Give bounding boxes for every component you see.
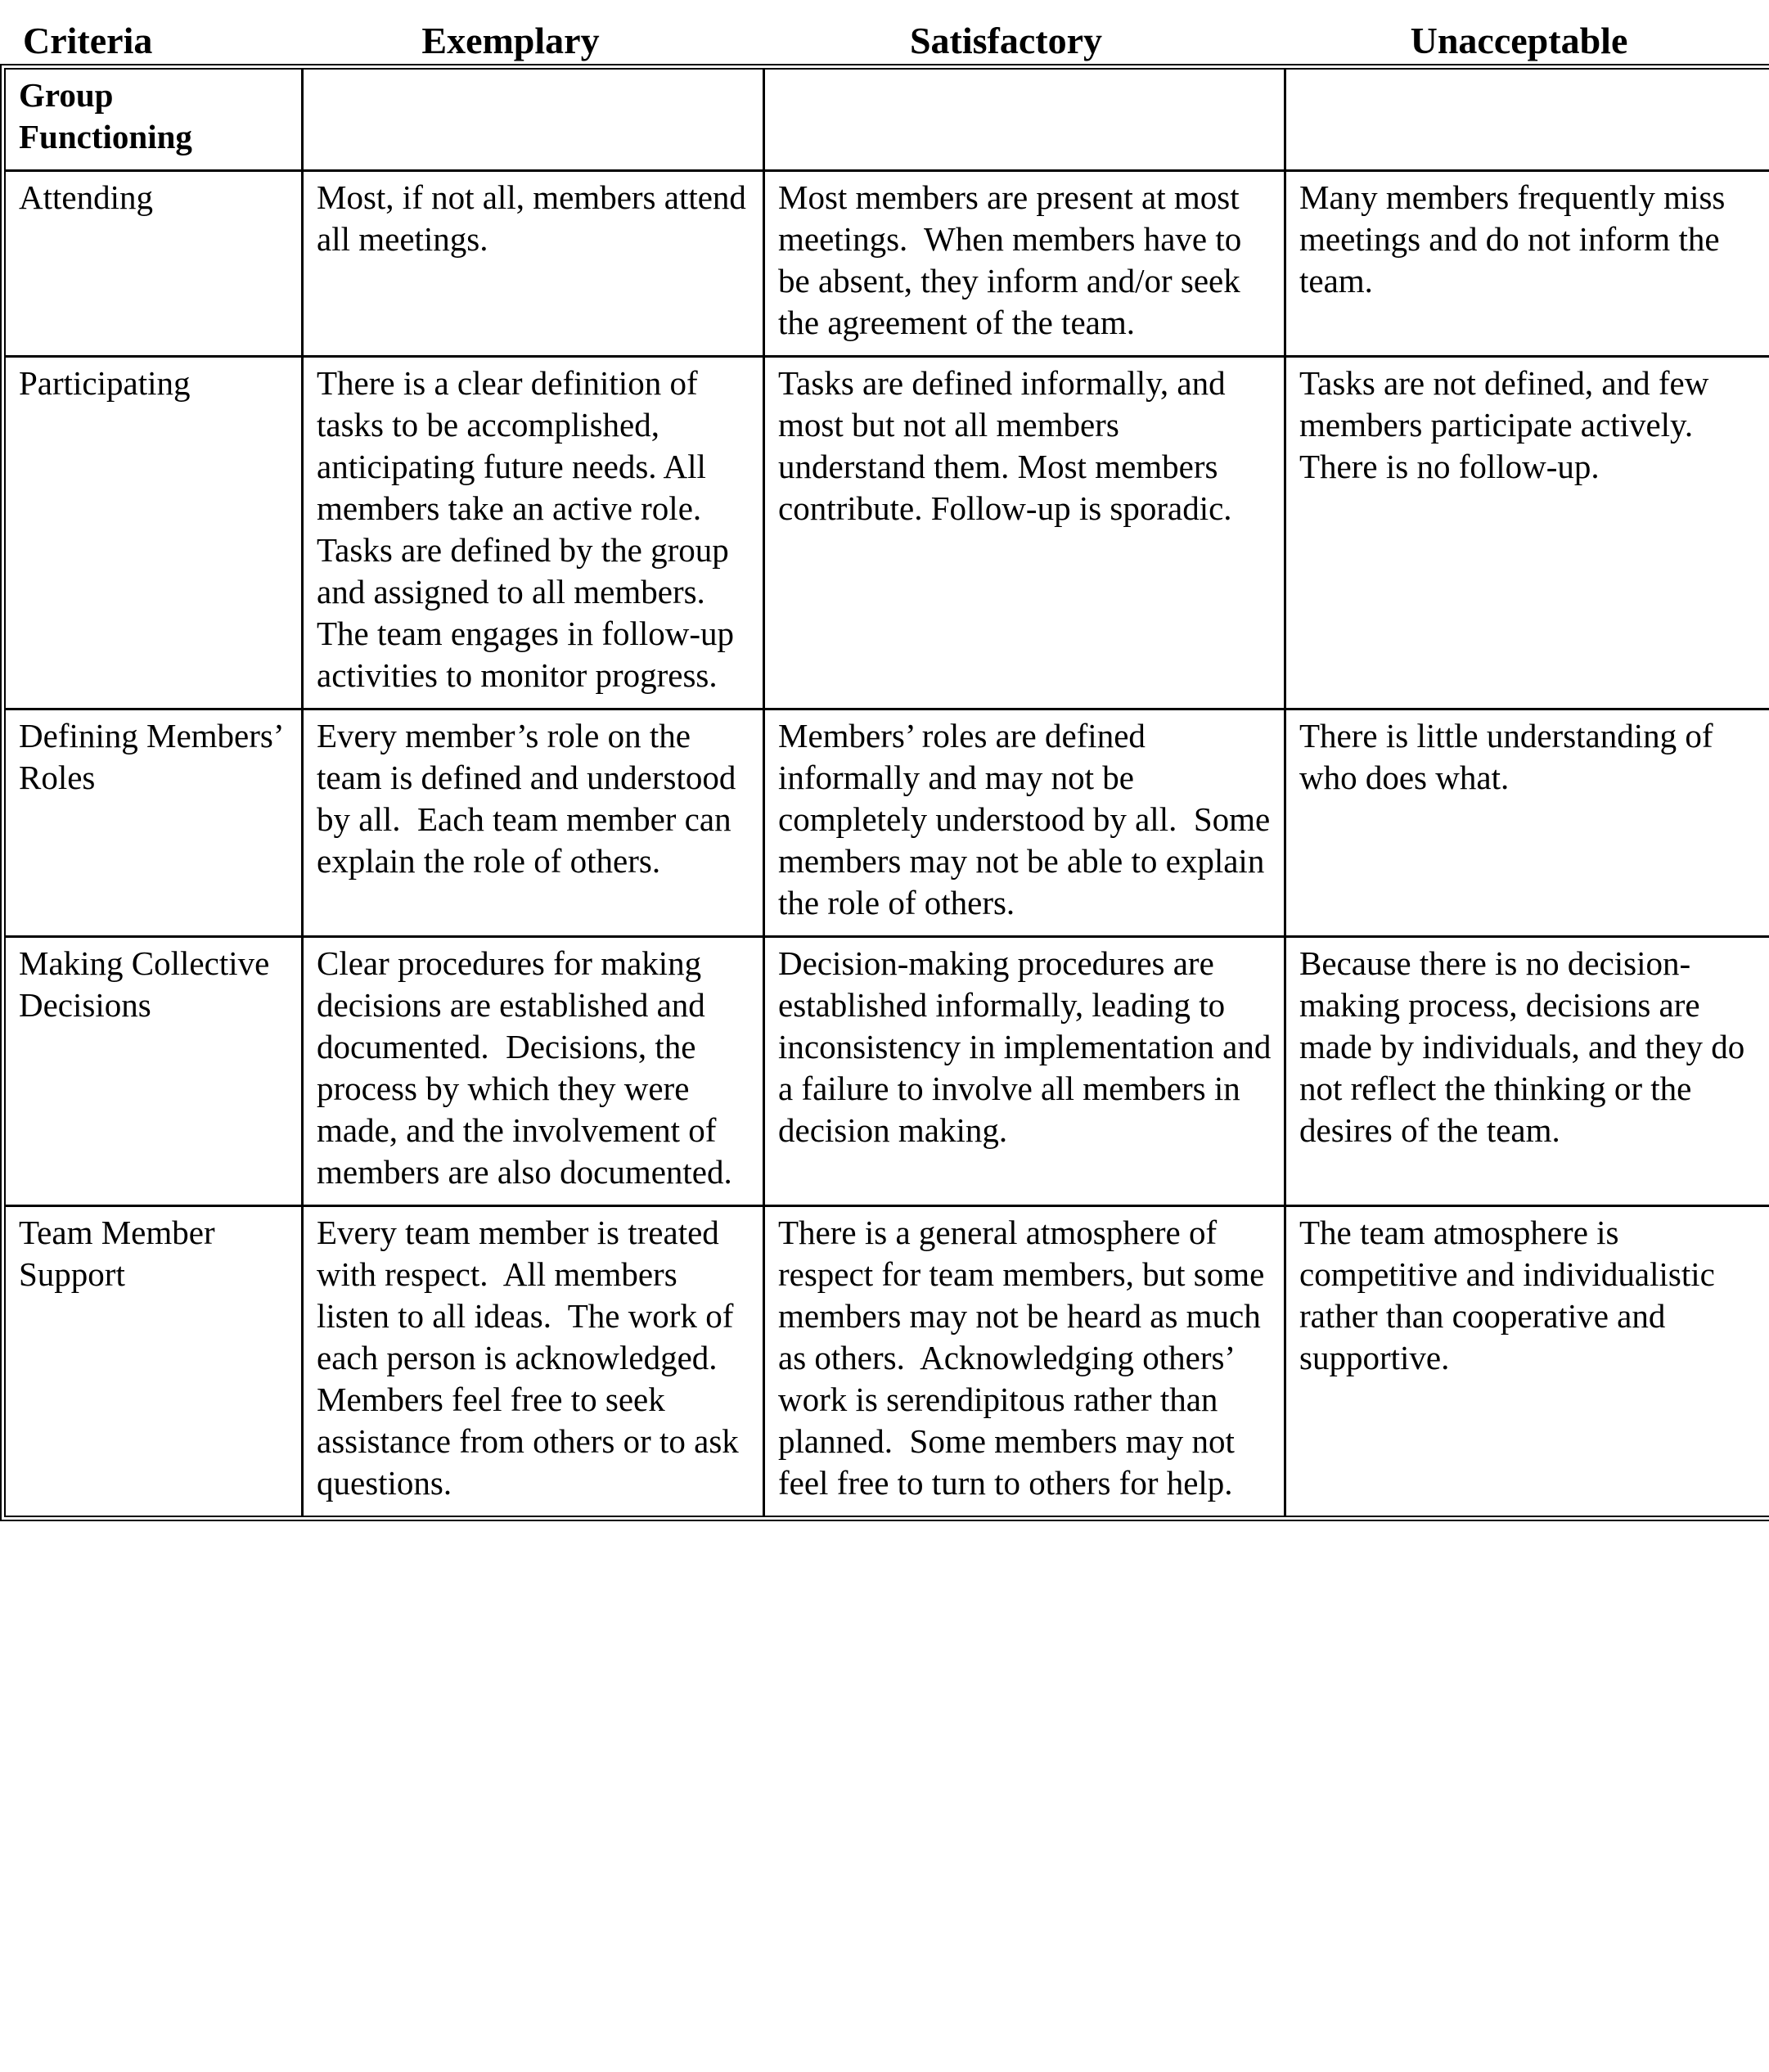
exemplary-cell xyxy=(304,172,765,358)
unacceptable-cell xyxy=(1286,1207,1769,1516)
criteria-label: Team Member Support xyxy=(19,1214,215,1293)
satisfactory-cell xyxy=(765,938,1286,1207)
satisfactory-text: Members’ roles are defined informally and may not be completely understood by all. Some members may not be able to explain the role of others. xyxy=(778,717,1279,921)
satisfactory-cell xyxy=(765,710,1286,938)
unacceptable-text: There is little understanding of who does what. xyxy=(1299,717,1722,796)
satisfactory-cell xyxy=(765,1207,1286,1516)
criteria-cell xyxy=(6,358,304,710)
criteria-cell xyxy=(6,710,304,938)
exemplary-cell xyxy=(304,710,765,938)
satisfactory-text: There is a general atmosphere of respect for team members, but some members may not be heard as much as others. Acknowledging others’ work is serendipitous rather than planned. Some members may not feel free to turn to others for help. xyxy=(778,1214,1273,1502)
table-row xyxy=(6,172,1769,358)
exemplary-text: Most, if not all, members attend all meetings. xyxy=(317,178,755,258)
exemplary-text: Clear procedures for making decisions are established and documented. Decisions, the process by which they were made, and the involvement of members are also documented. xyxy=(317,944,732,1191)
unacceptable-text: Because there is no decision-making process, decisions are made by individuals, and they do not reflect the thinking or the desires of the team. xyxy=(1299,944,1753,1149)
section-heading-satisfactory-cell xyxy=(765,70,1286,172)
table-row-section-heading xyxy=(6,70,1769,172)
unacceptable-text: The team atmosphere is competitive and individualistic rather than cooperative and supportive. xyxy=(1299,1214,1724,1376)
criteria-label: Attending xyxy=(19,178,153,216)
criteria-label: Participating xyxy=(19,364,191,402)
table-row xyxy=(6,358,1769,710)
exemplary-text: There is a clear definition of tasks to be accomplished, anticipating future needs. All members take an active role. Tasks are defined by the group and assigned to all members. The team engages in follow-up activities to monitor progress. xyxy=(317,364,743,694)
exemplary-text: Every team member is treated with respect. All members listen to all ideas. The work of each person is acknowledged. Members feel free to seek assistance from others or to ask questions. xyxy=(317,1214,748,1502)
criteria-cell xyxy=(6,172,304,358)
exemplary-cell xyxy=(304,358,765,710)
column-header-exemplary: Exemplary xyxy=(421,20,600,61)
column-header-band xyxy=(0,0,1769,64)
section-heading-exemplary-cell xyxy=(304,70,765,172)
rubric-table xyxy=(0,64,1769,1521)
unacceptable-cell xyxy=(1286,710,1769,938)
table-row xyxy=(6,1207,1769,1516)
exemplary-cell xyxy=(304,938,765,1207)
satisfactory-text: Decision-making procedures are established informally, leading to inconsistency in implementation and a failure to involve all members in decision making. xyxy=(778,944,1280,1149)
exemplary-cell xyxy=(304,1207,765,1516)
unacceptable-text: Many members frequently miss meetings and do not inform the team. xyxy=(1299,178,1734,300)
criteria-label: Defining Members’ Roles xyxy=(19,717,282,796)
column-header-unacceptable: Unacceptable xyxy=(1410,20,1628,61)
unacceptable-text: Tasks are not defined, and few members participate actively. There is no follow-up. xyxy=(1299,364,1717,485)
exemplary-text: Every member’s role on the team is defined and understood by all. Each team member can explain the role of others. xyxy=(317,717,745,880)
section-heading-unacceptable-cell xyxy=(1286,70,1769,172)
column-header-criteria: Criteria xyxy=(23,20,153,61)
table-row xyxy=(6,710,1769,938)
section-heading-cell xyxy=(6,70,304,172)
criteria-cell xyxy=(6,938,304,1207)
unacceptable-cell xyxy=(1286,172,1769,358)
satisfactory-text: Most members are present at most meetings. When members have to be absent, they inform and/or seek the agreement of the team. xyxy=(778,178,1250,341)
unacceptable-cell xyxy=(1286,938,1769,1207)
satisfactory-cell xyxy=(765,358,1286,710)
satisfactory-text: Tasks are defined informally, and most but not all members understand them. Most members contribute. Follow-up is sporadic. xyxy=(778,364,1234,527)
satisfactory-cell xyxy=(765,172,1286,358)
unacceptable-cell xyxy=(1286,358,1769,710)
criteria-cell xyxy=(6,1207,304,1516)
column-header-satisfactory: Satisfactory xyxy=(909,20,1103,61)
table-row xyxy=(6,938,1769,1207)
criteria-label: Making Collective Decisions xyxy=(19,944,270,1024)
section-heading-label: Group Functioning xyxy=(19,76,192,155)
